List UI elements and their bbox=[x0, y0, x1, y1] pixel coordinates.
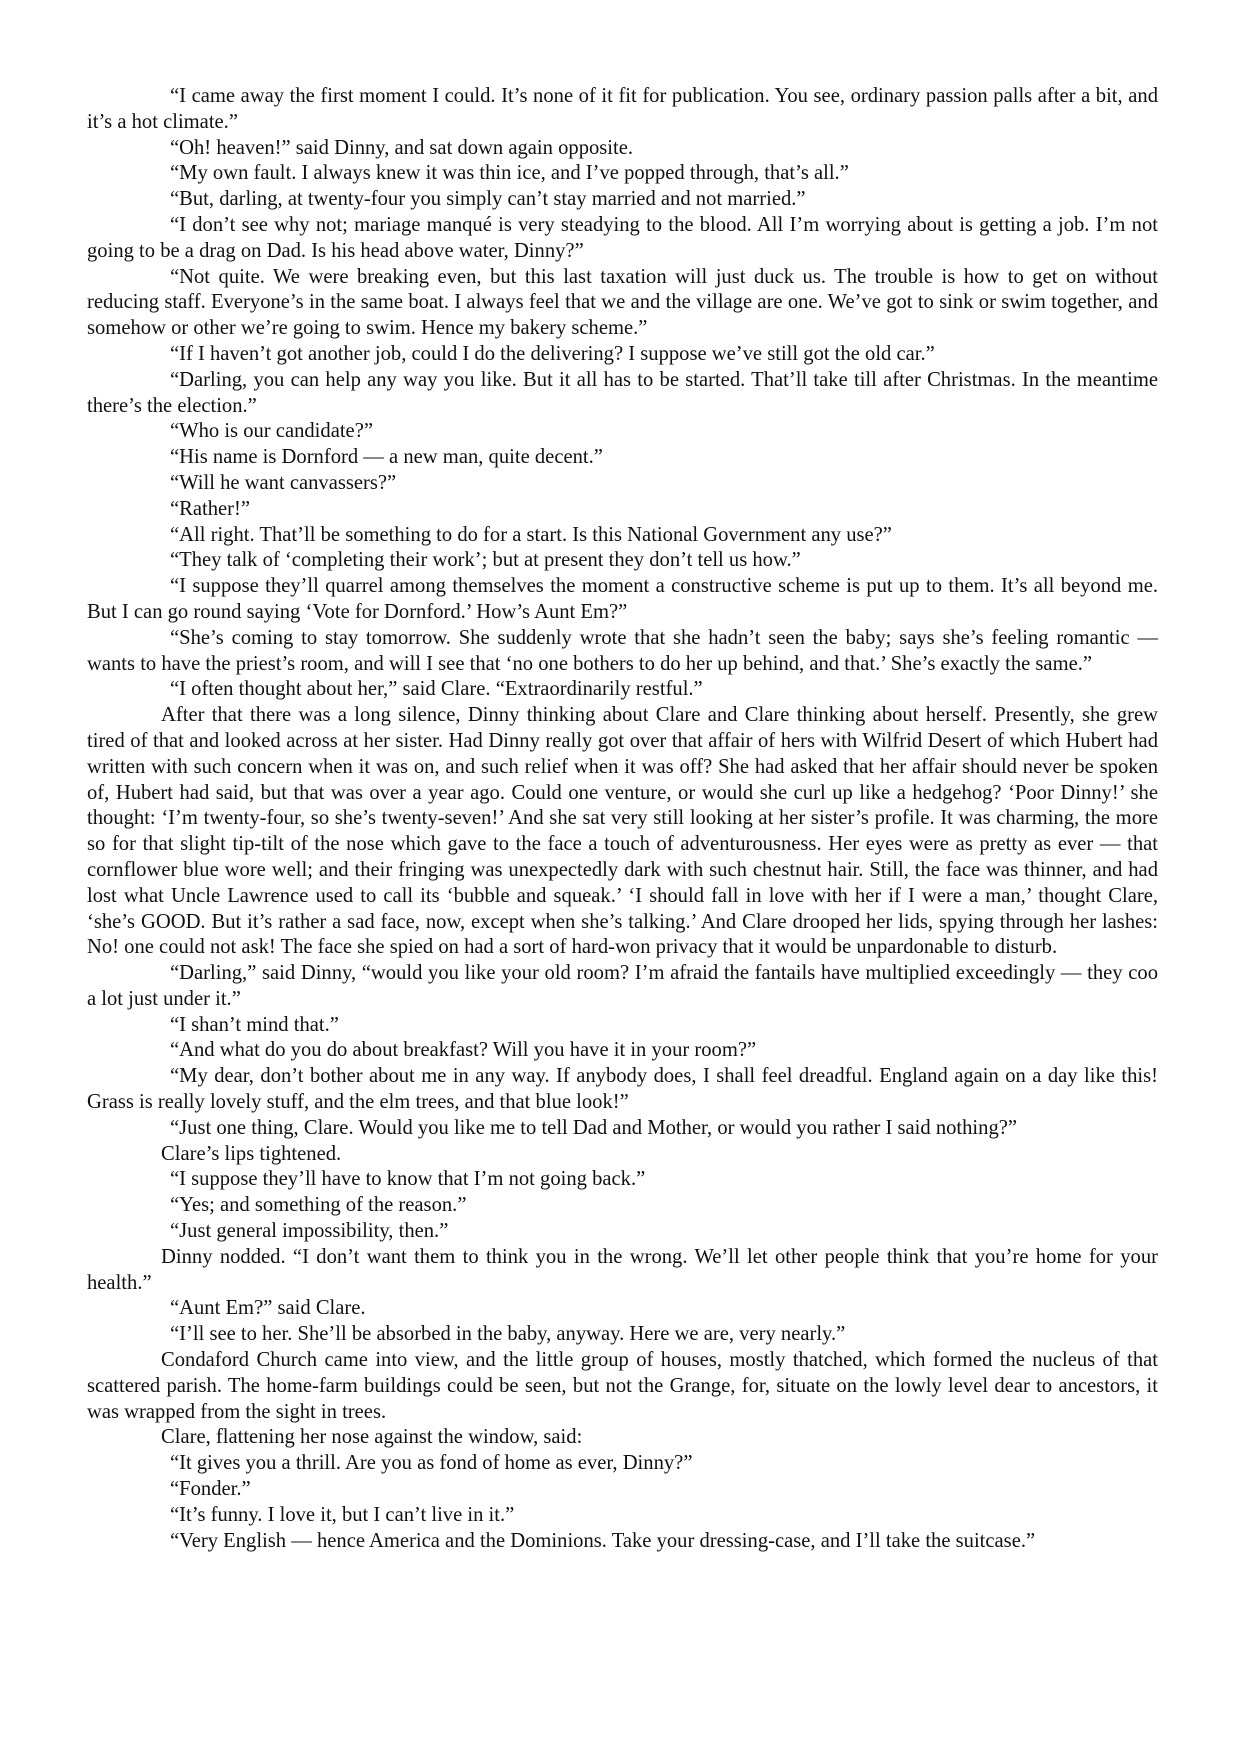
paragraph: “Just general impossibility, then.” bbox=[170, 1220, 449, 1243]
paragraph: “Fonder.” bbox=[170, 1478, 251, 1501]
paragraph: Condaford Church came into view, and the little group of houses, mostly thatched, which formed the nucleus of that scattered parish. The home-farm buildings could be seen, but not the Grange, for, situate on the lowly level dear to ancestors, it was wrapped from the sight in trees. bbox=[87, 1349, 1158, 1423]
paragraph: “Not quite. We were breaking even, but this last taxation will just duck us. The trouble is how to get on without reducing staff. Everyone’s in the same boat. I always feel that we and the village are one. We’ve got to sink or swim together, and somehow or other we’re going to swim. Hence my bakery scheme.” bbox=[87, 265, 1158, 340]
paragraph: “I’ll see to her. She’ll be absorbed in the baby, anyway. Here we are, very nearly.” bbox=[170, 1323, 846, 1346]
paragraph: After that there was a long silence, Dinny thinking about Clare and Clare thinking about herself. Presently, she grew tired of that and looked across at her sister. Had Dinny really got over that affair of hers with Wilfrid Desert of which Hubert had written with such concern when it was on, and such relief when it was off? She had asked that her affair should never be spoken of, Hubert had said, but that was over a year ago. Could one venture, or would she curl up like a hedgehog? ‘Poor Dinny!’ she thought: ‘I’m twenty-four, so she’s twenty-seven!’ And she sat very still looking at her sister’s profile. It was charming, the more so for that slight tip-tilt of the nose which gave to the face a touch of adventurousness. Her eyes were as pretty as ever — that cornflower blue wore well; and their fringing was unexpectedly dark with such chestnut hair. Still, the face was thinner, and had lost what Uncle Lawrence used to call its ‘bubble and squeak.’ ‘I should fall in love with her if I were a man,’ thought Clare, ‘she’s GOOD. But it’s rather a sad face, now, except when she’s talking.’ And Clare drooped her lids, spying through her lashes: No! one could not ask! The face she spied on had a sort of hard-won privacy that it would be unpardonable to disturb. bbox=[87, 704, 1158, 959]
paragraph: “I shan’t mind that.” bbox=[170, 1013, 339, 1036]
paragraph: “But, darling, at twenty-four you simply can’t stay married and not married.” bbox=[170, 188, 806, 211]
paragraph: “I suppose they’ll have to know that I’m not going back.” bbox=[170, 1168, 646, 1191]
paragraph: “She’s coming to stay tomorrow. She suddenly wrote that she hadn’t seen the baby; says she’s feeling romantic — wants to have the priest’s room, and will I see that ‘no one bothers to do her up behind, and that.’ She’s exactly the same.” bbox=[87, 626, 1158, 675]
paragraph: “Will he want canvassers?” bbox=[170, 471, 397, 494]
page-body bbox=[87, 84, 1158, 1554]
paragraph: “And what do you do about breakfast? Will you have it in your room?” bbox=[170, 1039, 757, 1062]
paragraph: “My own fault. I always knew it was thin ice, and I’ve popped through, that’s all.” bbox=[170, 162, 849, 185]
paragraph: “Rather!” bbox=[170, 497, 251, 520]
paragraph: “Darling, you can help any way you like. But it all has to be started. That’ll take till after Christmas. In the meantime there’s the election.” bbox=[87, 368, 1158, 417]
paragraph: “Just one thing, Clare. Would you like me to tell Dad and Mother, or would you rather I said nothing?” bbox=[170, 1116, 1018, 1139]
paragraph: “I suppose they’ll quarrel among themselves the moment a constructive scheme is put up to them. It’s all beyond me. But I can go round saying ‘Vote for Dornford.’ How’s Aunt Em?” bbox=[87, 575, 1158, 623]
paragraph: Clare’s lips tightened. bbox=[161, 1142, 342, 1165]
paragraph: “Yes; and something of the reason.” bbox=[170, 1194, 467, 1217]
paragraph: “They talk of ‘completing their work’; but at present they don’t tell us how.” bbox=[170, 549, 801, 572]
paragraph: “Who is our candidate?” bbox=[170, 420, 373, 443]
paragraph: “Very English — hence America and the Dominions. Take your dressing-case, and I’ll take the suitcase.” bbox=[170, 1529, 1036, 1552]
paragraph: “His name is Dornford — a new man, quite decent.” bbox=[170, 446, 603, 469]
paragraph: “I often thought about her,” said Clare. “Extraordinarily restful.” bbox=[170, 678, 703, 701]
paragraph: “Oh! heaven!” said Dinny, and sat down again opposite. bbox=[170, 136, 634, 159]
paragraph: “Aunt Em?” said Clare. bbox=[170, 1297, 366, 1320]
paragraph: “All right. That’ll be something to do for a start. Is this National Government any use?” bbox=[170, 523, 892, 546]
paragraph: “If I haven’t got another job, could I do the delivering? I suppose we’ve still got the old car.” bbox=[170, 342, 935, 365]
paragraph: Clare, flattening her nose against the window, said: bbox=[161, 1426, 583, 1449]
paragraph: “It’s funny. I love it, but I can’t live in it.” bbox=[170, 1503, 515, 1526]
paragraph: “Darling,” said Dinny, “would you like your old room? I’m afraid the fantails have multiplied exceedingly — they coo a lot just under it.” bbox=[87, 962, 1158, 1010]
paragraph: “I came away the first moment I could. It’s none of it fit for publication. You see, ordinary passion palls after a bit, and it’s a hot climate.” bbox=[87, 85, 1158, 133]
paragraph: “It gives you a thrill. Are you as fond of home as ever, Dinny?” bbox=[170, 1452, 693, 1475]
paragraph: “My dear, don’t bother about me in any way. If anybody does, I shall feel dreadful. England again on a day like this! Grass is really lovely stuff, and the elm trees, and that blue look!” bbox=[87, 1065, 1158, 1114]
paragraph: Dinny nodded. “I don’t want them to think you in the wrong. We’ll let other people think that you’re home for your health.” bbox=[87, 1245, 1158, 1294]
paragraph: “I don’t see why not; mariage manqué is very steadying to the blood. All I’m worrying about is getting a job. I’m not going to be a drag on Dad. Is his head above water, Dinny?” bbox=[87, 213, 1158, 262]
